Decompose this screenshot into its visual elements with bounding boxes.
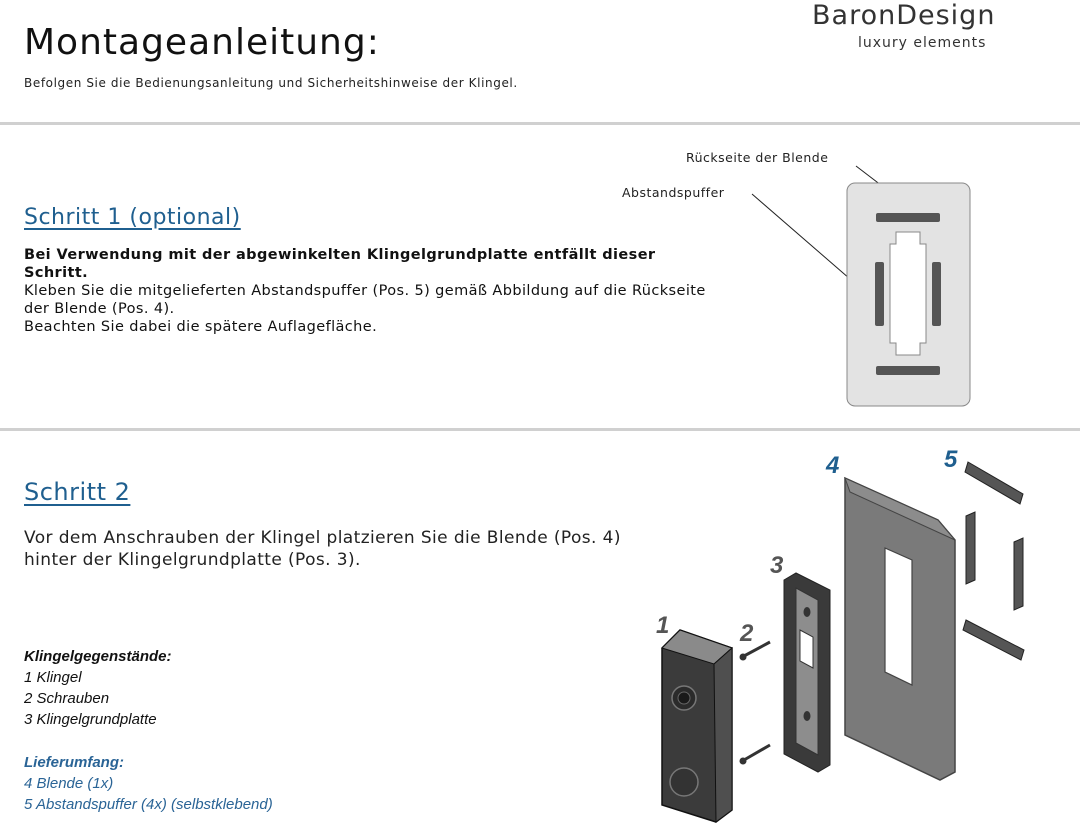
- list-item: 1 Klingel: [24, 669, 82, 686]
- label-1: 1: [656, 612, 670, 639]
- spacer-bottom: [963, 620, 1024, 660]
- brand-tagline: luxury elements: [858, 35, 987, 51]
- label-2: 2: [740, 620, 754, 647]
- page-title: Montageanleitung:: [24, 22, 380, 63]
- items-heading: Klingelgegenstände:: [24, 648, 172, 665]
- spacer-top: [965, 462, 1023, 504]
- cover-plate-cutout: [885, 548, 912, 685]
- step1-line2: Kleben Sie die mitgelieferten Abstandspuffer (Pos. 5) gemäß Abbildung auf die Rückseite der Blende (Pos. 4).: [24, 283, 706, 317]
- brand-logo: BaronDesign: [812, 0, 996, 31]
- callout-back-of-cover: Rückseite der Blende: [686, 150, 829, 165]
- step1-bold-text: Bei Verwendung mit der abgewinkelten Klingelgrundplatte entfällt dieser Schritt.: [24, 247, 656, 281]
- step1-line3: Beachten Sie dabei die spätere Auflagefläche.: [24, 319, 378, 335]
- doorbell-button: [670, 768, 698, 796]
- spacer-left: [966, 512, 975, 584]
- label-5: 5: [944, 446, 958, 473]
- list-item: 3 Klingelgrundplatte: [24, 711, 157, 728]
- list-item: 4 Blende (1x): [24, 775, 114, 792]
- label-4: 4: [826, 452, 840, 479]
- step2-heading: Schritt 2: [24, 478, 131, 506]
- callout-spacers: Abstandspuffer: [622, 185, 725, 200]
- screw-bottom: [744, 745, 770, 760]
- step1-heading: Schritt 1 (optional): [24, 205, 241, 230]
- step2-text: Vor dem Anschrauben der Klingel platzieren Sie die Blende (Pos. 4) hinter der Klingelgrundplatte (Pos. 3).: [24, 528, 621, 570]
- list-item: 2 Schrauben: [24, 690, 110, 707]
- page-subtitle: Befolgen Sie die Bedienungsanleitung und Sicherheitshinweise der Klingel.: [24, 76, 518, 90]
- label-3: 3: [770, 552, 784, 579]
- scope-heading: Lieferumfang:: [24, 754, 125, 771]
- spacer-right: [1014, 538, 1023, 610]
- list-item: 5 Abstandspuffer (4x) (selbstklebend): [24, 796, 273, 813]
